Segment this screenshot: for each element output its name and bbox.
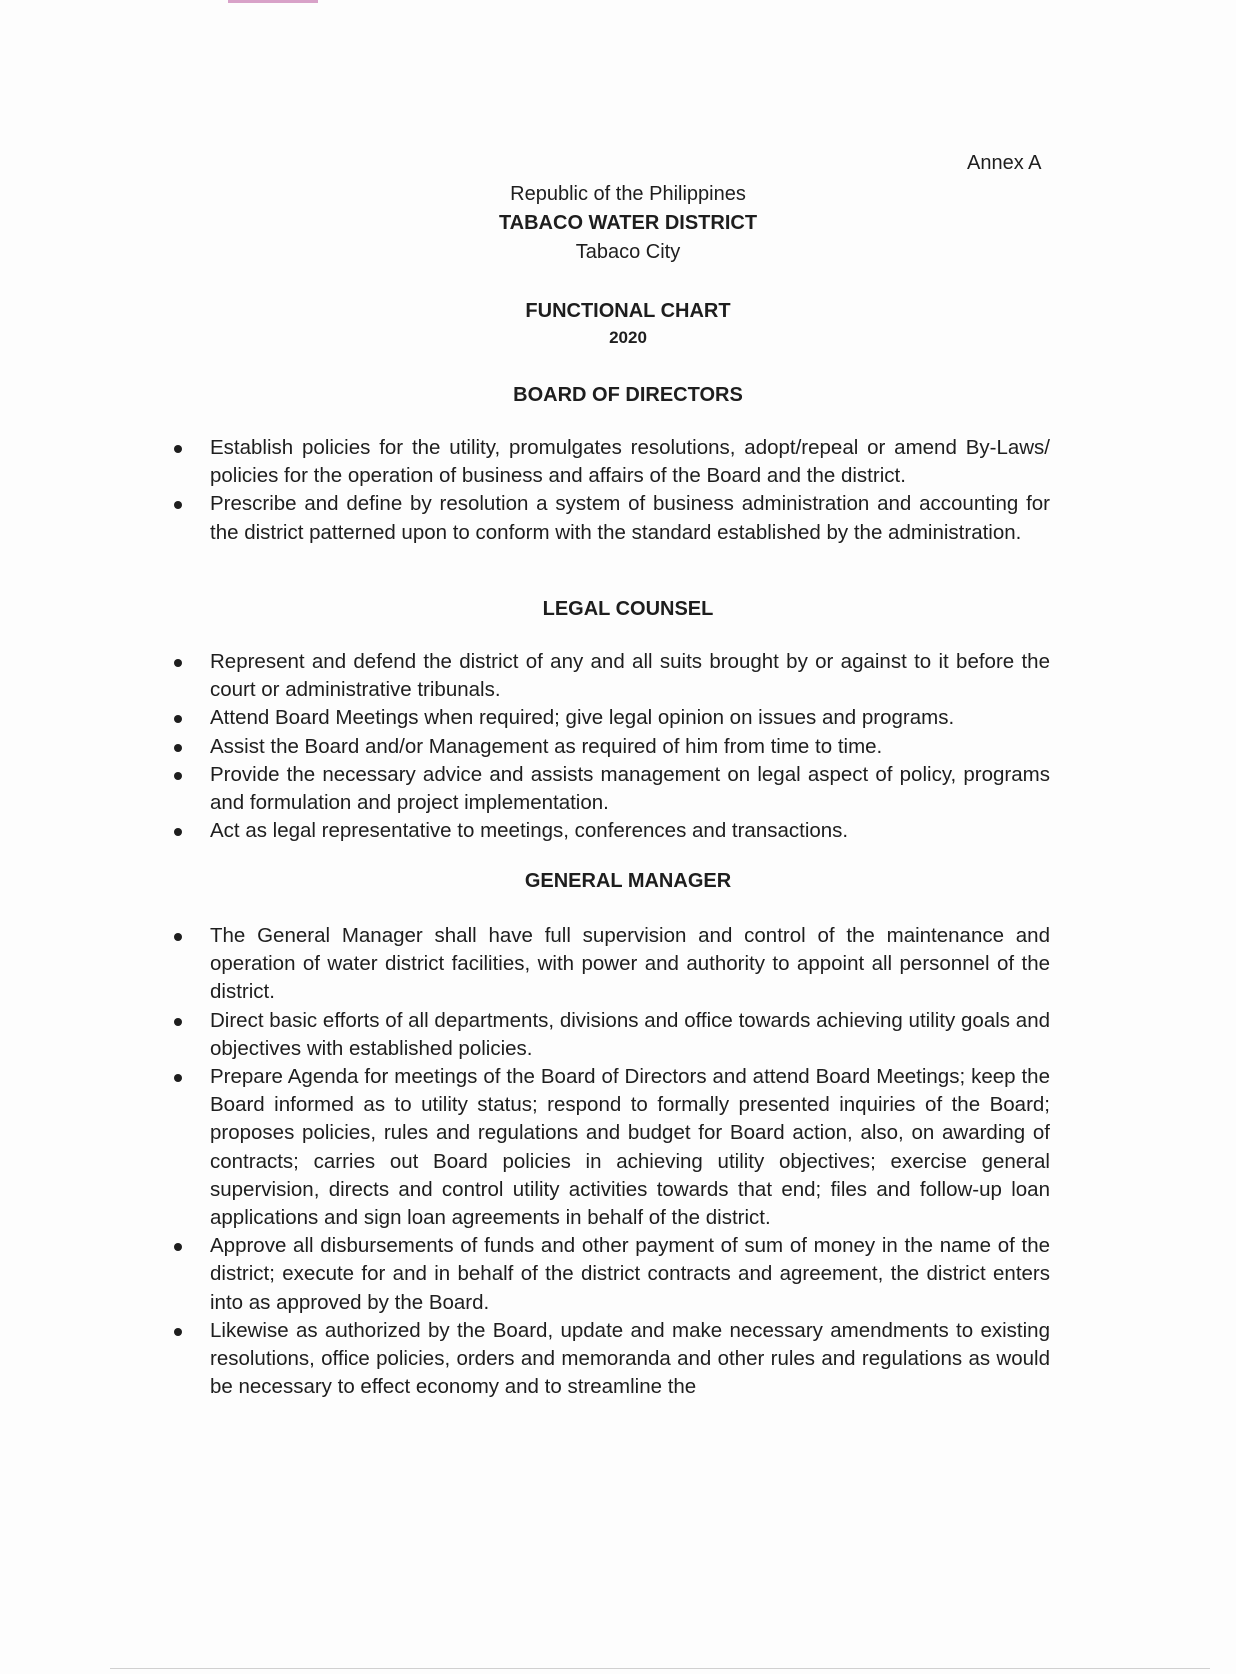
gm-duties-list bbox=[170, 922, 1050, 1401]
list-item bbox=[170, 1317, 1050, 1402]
bullet-icon bbox=[174, 828, 182, 836]
bullet-icon bbox=[174, 1328, 182, 1336]
list-item-text: Establish policies for the utility, promulgates resolutions, adopt/repeal or amend By-Laws/ policies for the operation of business and affairs of the Board and the district. bbox=[210, 436, 1050, 488]
bullet-icon bbox=[174, 501, 182, 509]
list-item bbox=[170, 733, 1050, 761]
section-heading-gm: GENERAL MANAGER bbox=[524, 870, 732, 892]
document-header bbox=[10, 180, 1236, 267]
list-item bbox=[170, 1007, 1050, 1063]
bullet-icon bbox=[174, 933, 182, 941]
legal-duties-list bbox=[170, 648, 1050, 845]
list-item-text: Provide the necessary advice and assists management on legal aspect of policy, programs and formulation and project implementation. bbox=[210, 762, 1050, 815]
chart-title-block bbox=[10, 296, 1236, 350]
list-item bbox=[170, 490, 1050, 546]
list-item bbox=[170, 1063, 1050, 1232]
list-item-text: Attend Board Meetings when required; give legal opinion on issues and programs. bbox=[210, 706, 955, 730]
bullet-icon bbox=[174, 659, 182, 667]
list-item-text: The General Manager shall have full supervision and control of the maintenance and operation of water district facilities, with power and authority to appoint all personnel of the district. bbox=[210, 924, 1050, 1004]
list-item-text: Approve all disbursements of funds and other payment of sum of money in the name of the district; execute for and in behalf of the district contracts and agreement, the district enters into as approved by the Board. bbox=[210, 1234, 1050, 1314]
bullet-icon bbox=[174, 1243, 182, 1251]
list-item bbox=[170, 648, 1050, 704]
chart-title: FUNCTIONAL CHART bbox=[525, 300, 731, 322]
list-item bbox=[170, 1232, 1050, 1317]
page-bottom-edge bbox=[110, 1668, 1210, 1669]
bullet-icon bbox=[174, 715, 182, 723]
header-republic: Republic of the Philippines bbox=[510, 183, 746, 205]
bullet-icon bbox=[174, 744, 182, 752]
list-item bbox=[170, 704, 1050, 732]
bullet-icon bbox=[174, 772, 182, 780]
bullet-icon bbox=[174, 1074, 182, 1082]
list-item bbox=[170, 761, 1050, 817]
annex-label: Annex A bbox=[967, 152, 1042, 174]
list-item bbox=[170, 434, 1050, 490]
chart-year: 2020 bbox=[609, 328, 647, 347]
header-city: Tabaco City bbox=[575, 241, 681, 263]
list-item bbox=[170, 817, 1050, 845]
list-item-text: Direct basic efforts of all departments, divisions and office towards achieving utility goals and objectives with established policies. bbox=[210, 1008, 1050, 1060]
bullet-icon bbox=[174, 1018, 182, 1026]
board-duties-list bbox=[170, 434, 1050, 547]
list-item bbox=[170, 922, 1050, 1007]
scan-edge-mark bbox=[228, 0, 318, 3]
list-item-text: Act as legal representative to meetings, conferences and transactions. bbox=[210, 819, 849, 843]
list-item-text: Prescribe and define by resolution a system of business administration and accounting for the district patterned upon to conform with the standard established by the administration. bbox=[210, 492, 1050, 544]
list-item-text: Likewise as authorized by the Board, update and make necessary amendments to existing resolutions, office policies, orders and memoranda and other rules and regulations as would be necessary to effect economy and to streamline the bbox=[210, 1318, 1050, 1399]
list-item-text: Assist the Board and/or Management as required of him from time to time. bbox=[210, 734, 883, 758]
list-item-text: Prepare Agenda for meetings of the Board of Directors and attend Board Meetings; keep the Board informed as to utility status; respond to formally presented inquiries of the Board; proposes policies, rules and regulations and budget for Board action, also, on awarding of contracts; carries out Board policies in achieving utility objectives; exercise general supervision, directs and control utility activities towards that end; files and follow-up loan applications and sign loan agreements in behalf of the district. bbox=[210, 1065, 1050, 1230]
section-heading-legal: LEGAL COUNSEL bbox=[542, 598, 714, 620]
header-district-name: TABACO WATER DISTRICT bbox=[498, 212, 758, 234]
bullet-icon bbox=[174, 445, 182, 453]
list-item-text: Represent and defend the district of any and all suits brought by or against to it before the court or administrative tribunals. bbox=[210, 650, 1050, 702]
section-heading-board: BOARD OF DIRECTORS bbox=[513, 384, 743, 406]
